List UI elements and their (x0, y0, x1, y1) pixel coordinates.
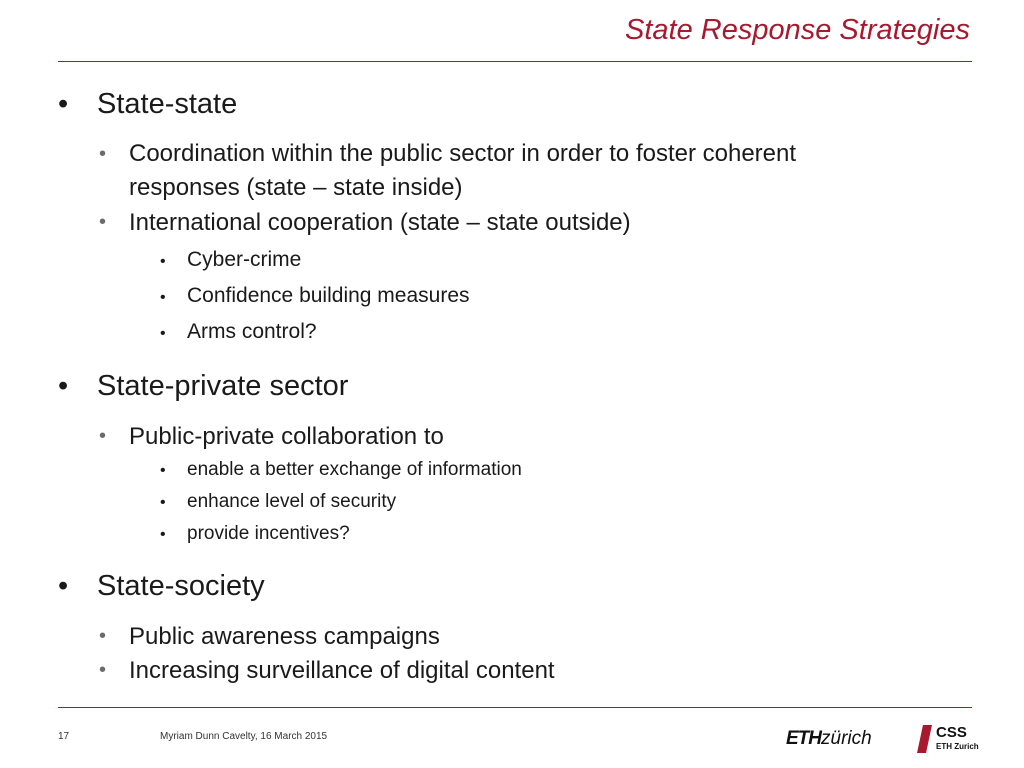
bullet-item-awareness (99, 619, 440, 654)
heading-text: State-state (97, 88, 238, 120)
subitem-text: provide incentives? (187, 523, 350, 544)
bullet-item-international (99, 205, 631, 240)
sub-item-incentives (160, 523, 350, 545)
footer-author-date: Myriam Dunn Cavelty, 16 March 2015 (160, 731, 328, 742)
bullet-icon: • (58, 88, 69, 120)
eth-logo-bold: ETH (786, 728, 821, 749)
bullet-icon: • (160, 325, 166, 342)
item-text: Increasing surveillance of digital content (129, 657, 555, 684)
subitem-text: enhance level of security (187, 491, 397, 512)
subitem-text: Arms control? (187, 320, 317, 343)
bullet-icon: • (160, 494, 166, 511)
eth-logo-italic: zürich (821, 728, 872, 749)
css-logo-sub: ETH Zurich (936, 742, 979, 751)
bullet-icon: • (58, 370, 69, 402)
section-heading-state-private (58, 370, 348, 403)
sub-item-exchange (160, 459, 522, 481)
item-text: Public awareness campaigns (129, 623, 440, 650)
bullet-icon: • (99, 211, 107, 233)
css-logo-main: CSS (936, 724, 967, 741)
slide-title: State Response Strategies (625, 14, 970, 46)
sub-item-confidence (160, 284, 470, 308)
bullet-item-ppp (99, 419, 444, 454)
section-heading-state-state (58, 88, 237, 121)
item-text: International cooperation (state – state outside) (129, 209, 631, 236)
footer-rule (58, 707, 972, 708)
item-text: Public-private collaboration to (129, 423, 444, 450)
eth-zurich-logo (786, 728, 872, 750)
sub-item-arms-control (160, 320, 317, 344)
bullet-item-coordination (99, 137, 899, 205)
bullet-icon: • (160, 462, 166, 479)
bullet-icon: • (99, 143, 107, 165)
sub-item-cyber-crime (160, 248, 301, 272)
subitem-text: Cyber-crime (187, 248, 302, 271)
bullet-item-surveillance (99, 653, 555, 688)
sub-item-security (160, 491, 396, 513)
heading-text: State-private sector (97, 370, 349, 402)
bullet-icon: • (160, 289, 166, 306)
css-logo-bar (917, 725, 932, 753)
page-number: 17 (58, 731, 70, 742)
bullet-icon: • (99, 425, 107, 447)
item-text: Coordination within the public sector in order to foster coherent responses (state – state inside) (129, 140, 797, 201)
subitem-text: enable a better exchange of information (187, 459, 522, 480)
bullet-icon: • (58, 570, 69, 602)
bullet-icon: • (99, 659, 107, 681)
subitem-text: Confidence building measures (187, 284, 470, 307)
bullet-icon: • (160, 253, 166, 270)
css-logo (920, 724, 980, 754)
heading-text: State-society (97, 570, 265, 602)
bullet-icon: • (160, 526, 166, 543)
section-heading-state-society (58, 570, 265, 603)
bullet-icon: • (99, 625, 107, 647)
